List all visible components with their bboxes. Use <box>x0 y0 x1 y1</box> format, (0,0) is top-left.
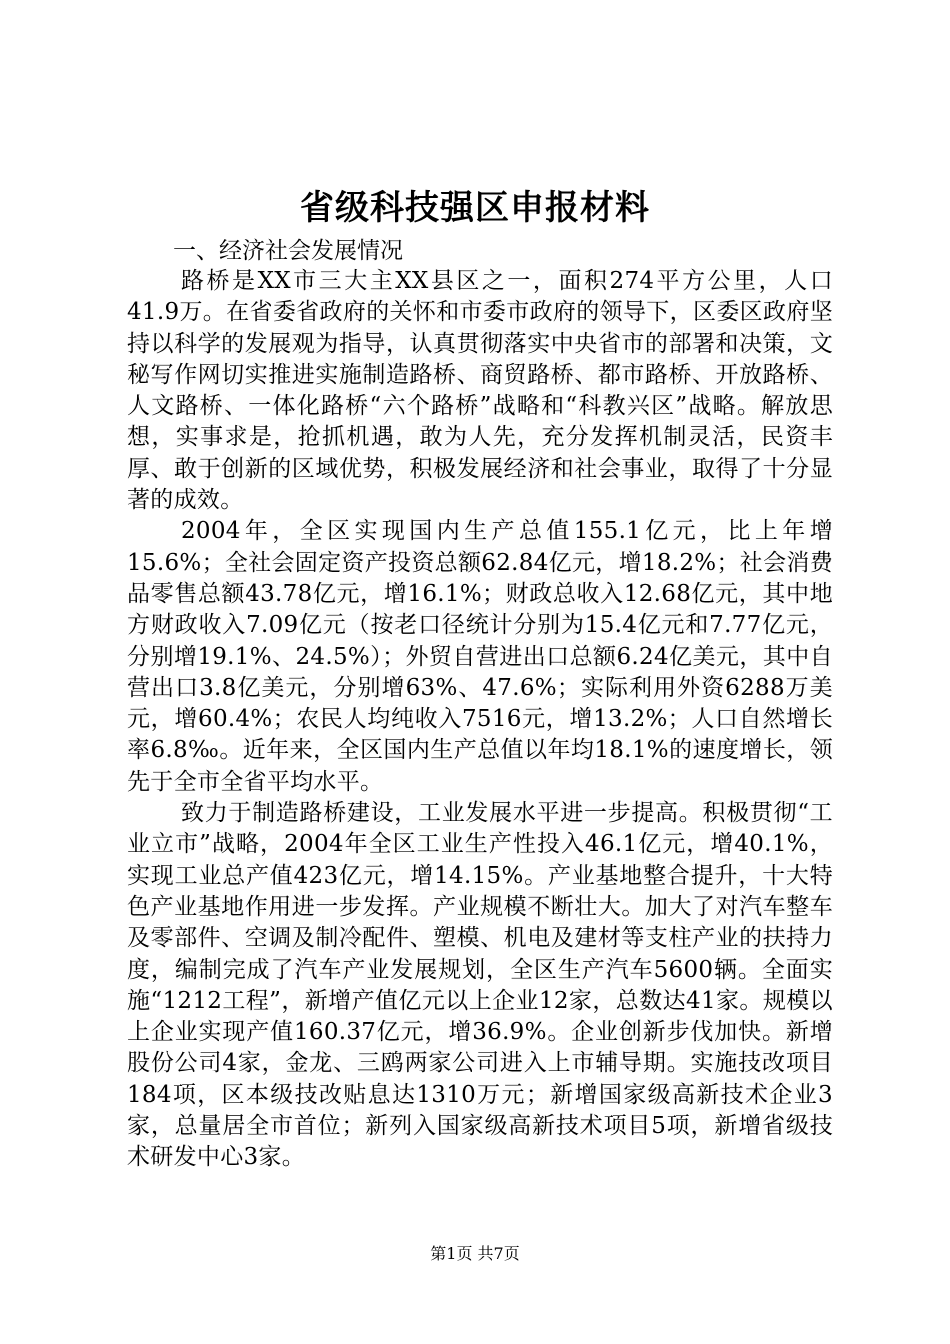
paragraph-manufacturing: 致力于制造路桥建设，工业发展水平进一步提高。积极贯彻“工业立市”战略，2004年全区工业生产性投入46.1亿元，增40.1%，实现工业总产值423亿元，增14.15%。产业基地整合提升，十大特色产业基地作用进一步发挥。产业规模不断壮大。加大了对汽车整车及零部件、空调及制冷配件、塑模、机电及建材等支柱产业的扶持力度，编制完成了汽车产业发展规划，全区生产汽车5600辆。全面实施“1212工程”，新增产值亿元以上企业12家，总数达41家。规模以上企业实现产值160.37亿元，增36.9%。企业创新步伐加快。新增股份公司4家，金龙、三鸥两家公司进入上市辅导期。实施技改项目184项，区本级技改贴息达1310万元；新增国家级高新技术企业3家，总量居全市首位；新列入国家级高新技术项目5项，新增省级技术研发中心3家。 <box>127 800 833 1171</box>
page-footer: 第1页 共7页 <box>430 1244 520 1263</box>
paragraph-overview: 路桥是XX市三大主XX县区之一，面积274平方公里，人口41.9万。在省委省政府的关怀和市委市政府的领导下，区委区政府坚持以科学的发展观为指导，认真贯彻落实中央省市的部署和决策，文秘写作网切实推进实施制造路桥、商贸路桥、都市路桥、开放路桥、人文路桥、一体化路桥“六个路桥”战略和“科教兴区”战略。解放思想，实事求是，抢抓机遇，敢为人先，充分发挥机制灵活，民资丰厚、敢于创新的区域优势，积极发展经济和社会事业，取得了十分显著的成效。 <box>127 268 833 514</box>
document-title: 省级科技强区申报材料 <box>300 188 650 228</box>
document-body <box>127 236 833 1174</box>
paragraph-economic-stats: 2004年，全区实现国内生产总值155.1亿元，比上年增15.6%；全社会固定资产投资总额62.84亿元，增18.2%；社会消费品零售总额43.78亿元，增16.1%；财政总收入12.68亿元，其中地方财政收入7.09亿元（按老口径统计分别为15.4亿元和7.77亿元，分别增19.1%、24.5%）；外贸自营进出口总额6.24亿美元，其中自营出口3.8亿美元，分别增63%、47.6%；实际利用外资6288万美元，增60.4%；农民人均纯收入7516元，增13.2%；人口自然增长率6.8‰。近年来，全区国内生产总值以年均18.1%的速度增长，领先于全市全省平均水平。 <box>127 518 833 795</box>
section-heading: 一、经济社会发展情况 <box>173 238 403 264</box>
